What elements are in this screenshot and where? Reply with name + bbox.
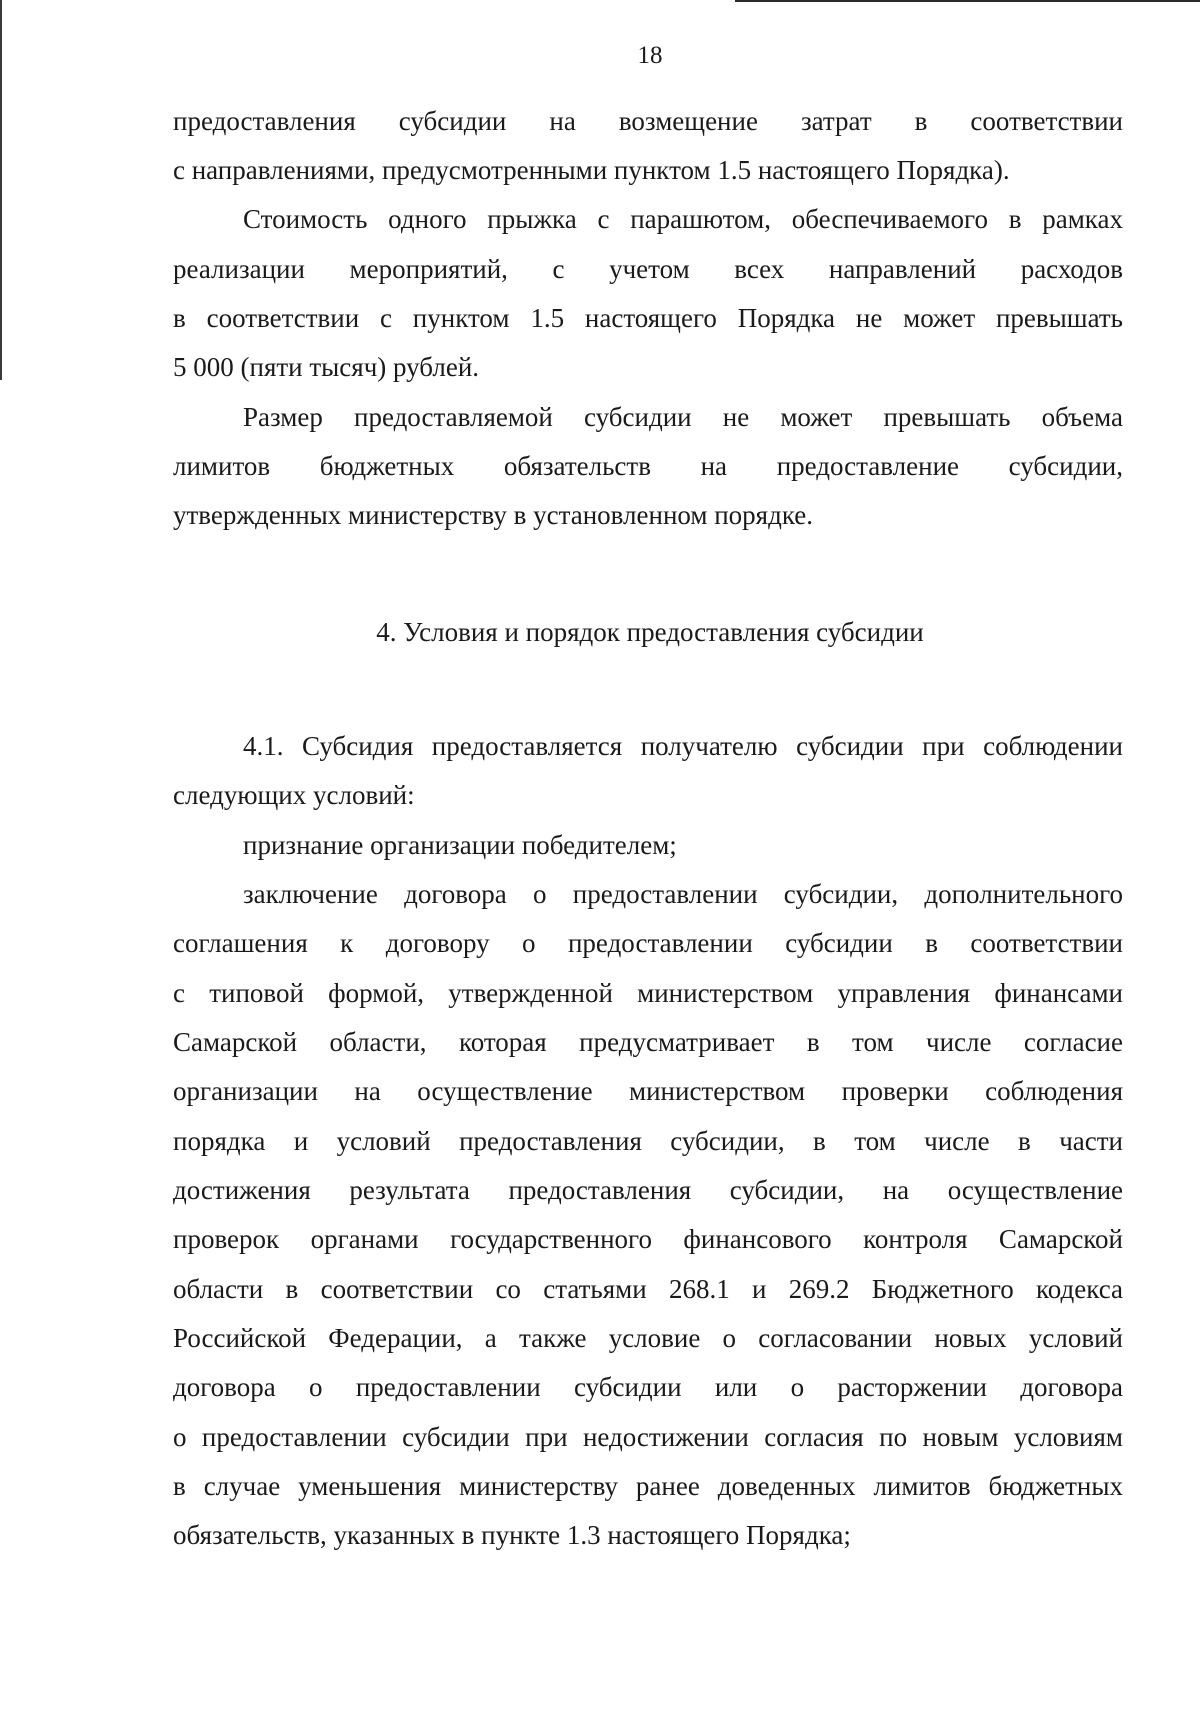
paragraph-line: 5 000 (пяти тысяч) рублей. (173, 352, 480, 382)
paragraph-line: с направлениями, предусмотренными пунктом 1.5 настоящего Порядка). (173, 155, 1010, 185)
paragraph-line: организации на осуществление министерством проверки соблюдения (173, 1076, 1123, 1106)
paragraph-line: порядка и условий предоставления субсидии, в том числе в части (173, 1126, 1123, 1156)
page-number: 18 (637, 42, 663, 69)
top-edge-rule (735, 0, 1200, 2)
paragraph-line: заключение договора о предоставлении субсидии, дополнительного (243, 879, 1123, 909)
paragraph-line: области в соответствии со статьями 268.1 и 269.2 Бюджетного кодекса (173, 1274, 1123, 1304)
paragraph-line: Стоимость одного прыжка с парашютом, обеспечиваемого в рамках (243, 204, 1123, 234)
paragraph-line: в случае уменьшения министерству ранее доведенных лимитов бюджетных (173, 1471, 1123, 1501)
paragraph-line: Самарской области, которая предусматривает в том числе согласие (173, 1027, 1123, 1057)
paragraph-line: достижения результата предоставления субсидии, на осуществление (173, 1175, 1123, 1205)
paragraph-line: 4.1. Субсидия предоставляется получателю субсидии при соблюдении (243, 731, 1123, 761)
paragraph-line: признание организации победителем; (243, 830, 677, 860)
paragraph-line: обязательств, указанных в пункте 1.3 настоящего Порядка; (173, 1520, 851, 1550)
paragraph-line: соглашения к договору о предоставлении субсидии в соответствии (173, 928, 1123, 958)
paragraph-line: Российской Федерации, а также условие о согласовании новых условий (173, 1323, 1123, 1353)
paragraph-line: договора о предоставлении субсидии или о расторжении договора (173, 1372, 1123, 1402)
paragraph-line: предоставления субсидии на возмещение затрат в соответствии (173, 106, 1123, 136)
paragraph-line: проверок органами государственного финансового контроля Самарской (173, 1224, 1123, 1254)
paragraph-line: реализации мероприятий, с учетом всех направлений расходов (173, 254, 1123, 284)
section-heading: 4. Условия и порядок предоставления субсидии (376, 617, 924, 647)
paragraph-line: в соответствии с пунктом 1.5 настоящего Порядка не может превышать (173, 303, 1123, 333)
paragraph-line: с типовой формой, утвержденной министерством управления финансами (173, 978, 1123, 1008)
paragraph-line: лимитов бюджетных обязательств на предоставление субсидии, (173, 451, 1123, 481)
paragraph-line: о предоставлении субсидии при недостижении согласия по новым условиям (173, 1422, 1123, 1452)
paragraph-line: следующих условий: (173, 780, 415, 810)
paragraph-line: утвержденных министерству в установленном порядке. (173, 500, 813, 530)
paragraph-line: Размер предоставляемой субсидии не может превышать объема (243, 402, 1123, 432)
